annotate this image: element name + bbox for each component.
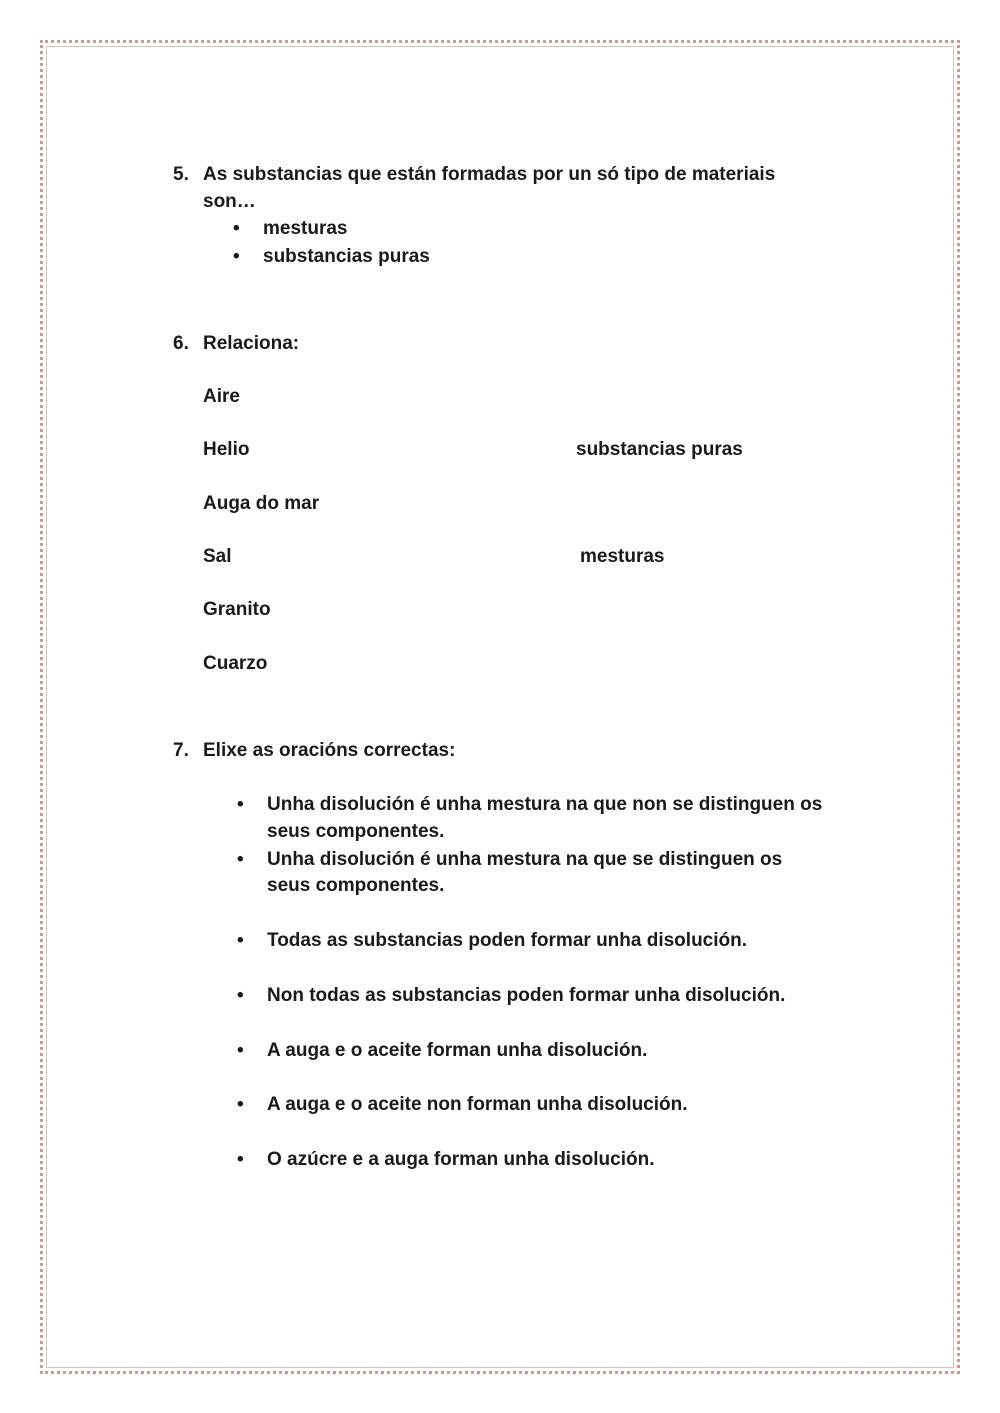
bullet-icon: • bbox=[233, 218, 240, 239]
match-right-item[interactable]: mesturas bbox=[580, 546, 665, 567]
match-left-item[interactable]: Helio bbox=[203, 439, 250, 460]
option-line1[interactable]: Unha disolución é unha mestura na que se distinguen os bbox=[267, 849, 783, 870]
option-line1[interactable]: O azúcre e a auga forman unha disolución. bbox=[267, 1149, 655, 1170]
option-substancias-puras[interactable]: substancias puras bbox=[263, 246, 430, 267]
match-right-item[interactable]: substancias puras bbox=[576, 439, 743, 460]
question-number: 6. bbox=[173, 333, 189, 354]
option-line1[interactable]: A auga e o aceite forman unha disolución. bbox=[267, 1040, 648, 1061]
match-left-item[interactable]: Granito bbox=[203, 599, 271, 620]
match-left-item[interactable]: Cuarzo bbox=[203, 653, 268, 674]
match-left-item[interactable]: Auga do mar bbox=[203, 493, 320, 514]
bullet-icon: • bbox=[237, 794, 244, 815]
match-left-item[interactable]: Sal bbox=[203, 546, 232, 567]
bullet-icon: • bbox=[237, 930, 244, 951]
option-line1[interactable]: A auga e o aceite non forman unha disolución. bbox=[267, 1094, 688, 1115]
question-text-line1: As substancias que están formadas por un só tipo de materiais bbox=[203, 164, 776, 185]
bullet-icon: • bbox=[237, 985, 244, 1006]
question-text: Relaciona: bbox=[203, 333, 300, 354]
question-text-line2: son… bbox=[203, 191, 256, 212]
option-line1[interactable]: Unha disolución é unha mestura na que non se distinguen os bbox=[267, 794, 823, 815]
question-number: 7. bbox=[173, 740, 189, 761]
question-text: Elixe as oracións correctas: bbox=[203, 740, 456, 761]
bullet-icon: • bbox=[237, 1149, 244, 1170]
match-left-item[interactable]: Aire bbox=[203, 386, 240, 407]
option-line2[interactable]: seus componentes. bbox=[267, 875, 445, 896]
bullet-icon: • bbox=[237, 1040, 244, 1061]
option-line1[interactable]: Non todas as substancias poden formar unha disolución. bbox=[267, 985, 786, 1006]
option-line1[interactable]: Todas as substancias poden formar unha disolución. bbox=[267, 930, 748, 951]
bullet-icon: • bbox=[233, 246, 240, 267]
page-border bbox=[40, 40, 960, 1374]
bullet-icon: • bbox=[237, 849, 244, 870]
option-mesturas[interactable]: mesturas bbox=[263, 218, 348, 239]
option-line2[interactable]: seus componentes. bbox=[267, 821, 445, 842]
bullet-icon: • bbox=[237, 1094, 244, 1115]
question-number: 5. bbox=[173, 164, 189, 185]
